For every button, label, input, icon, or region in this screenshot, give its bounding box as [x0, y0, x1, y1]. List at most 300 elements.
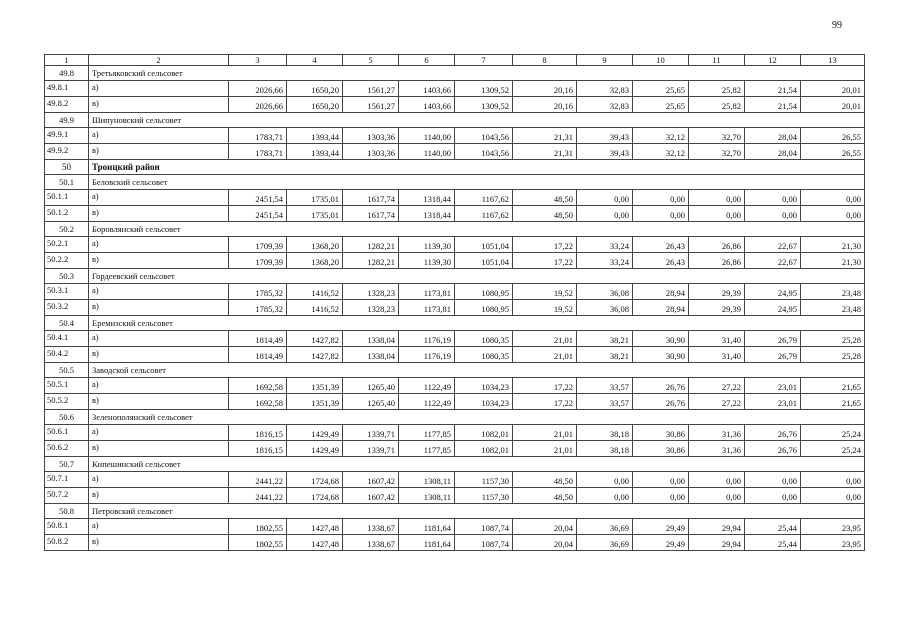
row-code: 50.1.1 [45, 190, 89, 206]
settlement-name: Боровлянский сельсовет [89, 222, 865, 237]
value-cell: 38,18 [577, 441, 633, 457]
value-cell: 21,01 [513, 331, 577, 347]
value-cell: 1177,85 [399, 441, 455, 457]
value-cell: 21,01 [513, 441, 577, 457]
value-cell: 1082,01 [455, 425, 513, 441]
value-cell: 1087,74 [455, 519, 513, 535]
value-cell: 30,86 [633, 425, 689, 441]
value-cell: 26,76 [745, 425, 801, 441]
column-header: 5 [343, 55, 399, 66]
value-cell: 1087,74 [455, 535, 513, 551]
row-code: 50.8.2 [45, 535, 89, 551]
table-body [45, 66, 865, 551]
table-row [45, 519, 865, 535]
row-code: 50.7.1 [45, 472, 89, 488]
value-cell: 30,86 [633, 441, 689, 457]
value-cell: 1416,52 [287, 284, 343, 300]
value-cell: 25,28 [801, 331, 865, 347]
group-code: 50.3 [45, 269, 89, 284]
settlement-name: Петровский сельсовет [89, 504, 865, 519]
value-cell: 1783,71 [229, 144, 287, 160]
value-cell: 23,48 [801, 300, 865, 316]
value-cell: 1785,32 [229, 284, 287, 300]
value-cell: 26,55 [801, 128, 865, 144]
value-cell: 22,67 [745, 237, 801, 253]
value-cell: 1735,01 [287, 206, 343, 222]
value-cell: 29,49 [633, 519, 689, 535]
group-row [45, 175, 865, 190]
value-cell: 1328,23 [343, 284, 399, 300]
value-cell: 1368,20 [287, 253, 343, 269]
value-cell: 1429,49 [287, 441, 343, 457]
row-label: в) [89, 253, 229, 269]
value-cell: 1051,04 [455, 253, 513, 269]
row-code: 50.6.2 [45, 441, 89, 457]
value-cell: 1080,35 [455, 331, 513, 347]
value-cell: 32,12 [633, 128, 689, 144]
row-code: 50.3.1 [45, 284, 89, 300]
column-header: 2 [89, 55, 229, 66]
value-cell: 1157,30 [455, 488, 513, 504]
value-cell: 0,00 [633, 190, 689, 206]
row-code: 50.5.1 [45, 378, 89, 394]
value-cell: 1735,01 [287, 190, 343, 206]
value-cell: 1724,68 [287, 488, 343, 504]
group-code: 49.8 [45, 66, 89, 81]
value-cell: 19,52 [513, 284, 577, 300]
column-header: 9 [577, 55, 633, 66]
value-cell: 1403,66 [399, 81, 455, 97]
settlement-name: Шипуновский сельсовет [89, 113, 865, 128]
column-header: 7 [455, 55, 513, 66]
row-code: 49.8.2 [45, 97, 89, 113]
value-cell: 24,95 [745, 284, 801, 300]
value-cell: 21,31 [513, 128, 577, 144]
district-row [45, 160, 865, 175]
settlement-name: Третьяковский сельсовет [89, 66, 865, 81]
value-cell: 21,30 [801, 237, 865, 253]
value-cell: 30,90 [633, 347, 689, 363]
value-cell: 33,24 [577, 237, 633, 253]
row-label: в) [89, 535, 229, 551]
value-cell: 1181,64 [399, 519, 455, 535]
value-cell: 39,43 [577, 144, 633, 160]
value-cell: 25,65 [633, 97, 689, 113]
row-label: а) [89, 425, 229, 441]
value-cell: 36,69 [577, 519, 633, 535]
settlement-name: Кипешинский сельсовет [89, 457, 865, 472]
value-cell: 25,24 [801, 441, 865, 457]
group-code: 50.7 [45, 457, 89, 472]
value-cell: 1082,01 [455, 441, 513, 457]
value-cell: 1338,67 [343, 519, 399, 535]
value-cell: 23,48 [801, 284, 865, 300]
column-header: 6 [399, 55, 455, 66]
value-cell: 32,83 [577, 97, 633, 113]
value-cell: 0,00 [801, 206, 865, 222]
value-cell: 1814,49 [229, 331, 287, 347]
value-cell: 1427,48 [287, 535, 343, 551]
value-cell: 1139,30 [399, 237, 455, 253]
table-row [45, 144, 865, 160]
value-cell: 0,00 [689, 488, 745, 504]
value-cell: 28,04 [745, 128, 801, 144]
row-code: 50.4.2 [45, 347, 89, 363]
value-cell: 28,04 [745, 144, 801, 160]
row-code: 50.2.2 [45, 253, 89, 269]
column-header: 10 [633, 55, 689, 66]
value-cell: 1265,40 [343, 394, 399, 410]
value-cell: 1351,39 [287, 394, 343, 410]
value-cell: 38,18 [577, 425, 633, 441]
value-cell: 1351,39 [287, 378, 343, 394]
value-cell: 1181,64 [399, 535, 455, 551]
table-row [45, 128, 865, 144]
table-row [45, 237, 865, 253]
value-cell: 0,00 [801, 190, 865, 206]
value-cell: 31,40 [689, 331, 745, 347]
value-cell: 24,95 [745, 300, 801, 316]
value-cell: 1173,81 [399, 300, 455, 316]
group-code: 50.4 [45, 316, 89, 331]
value-cell: 25,28 [801, 347, 865, 363]
row-label: в) [89, 97, 229, 113]
value-cell: 1282,21 [343, 237, 399, 253]
value-cell: 25,82 [689, 81, 745, 97]
value-cell: 0,00 [577, 206, 633, 222]
group-row [45, 113, 865, 128]
value-cell: 0,00 [633, 472, 689, 488]
value-cell: 0,00 [689, 190, 745, 206]
value-cell: 1167,62 [455, 190, 513, 206]
value-cell: 25,24 [801, 425, 865, 441]
value-cell: 48,50 [513, 206, 577, 222]
value-cell: 1303,36 [343, 144, 399, 160]
value-cell: 26,55 [801, 144, 865, 160]
value-cell: 1080,95 [455, 300, 513, 316]
value-cell: 1802,55 [229, 535, 287, 551]
group-row [45, 269, 865, 284]
value-cell: 2441,22 [229, 472, 287, 488]
value-cell: 1561,27 [343, 97, 399, 113]
value-cell: 21,65 [801, 378, 865, 394]
value-cell: 1177,85 [399, 425, 455, 441]
value-cell: 21,54 [745, 97, 801, 113]
value-cell: 1368,20 [287, 237, 343, 253]
value-cell: 1318,44 [399, 206, 455, 222]
group-row [45, 222, 865, 237]
value-cell: 27,22 [689, 394, 745, 410]
value-cell: 0,00 [689, 472, 745, 488]
value-cell: 1403,66 [399, 97, 455, 113]
value-cell: 1339,71 [343, 425, 399, 441]
value-cell: 19,52 [513, 300, 577, 316]
row-code: 49.8.1 [45, 81, 89, 97]
row-label: а) [89, 128, 229, 144]
value-cell: 0,00 [633, 206, 689, 222]
value-cell: 32,83 [577, 81, 633, 97]
value-cell: 1173,81 [399, 284, 455, 300]
table-row [45, 378, 865, 394]
value-cell: 1328,23 [343, 300, 399, 316]
table-row [45, 284, 865, 300]
value-cell: 1080,35 [455, 347, 513, 363]
value-cell: 1309,52 [455, 81, 513, 97]
value-cell: 2026,66 [229, 81, 287, 97]
table-row [45, 472, 865, 488]
value-cell: 33,57 [577, 378, 633, 394]
row-label: а) [89, 331, 229, 347]
value-cell: 1617,74 [343, 190, 399, 206]
group-code: 50.2 [45, 222, 89, 237]
column-header: 3 [229, 55, 287, 66]
settlement-name: Беловский сельсовет [89, 175, 865, 190]
value-cell: 1607,42 [343, 472, 399, 488]
value-cell: 1427,82 [287, 347, 343, 363]
row-label: а) [89, 284, 229, 300]
value-cell: 1139,30 [399, 253, 455, 269]
table-row [45, 97, 865, 113]
settlement-name: Еремизский сельсовет [89, 316, 865, 331]
value-cell: 1724,68 [287, 472, 343, 488]
value-cell: 48,50 [513, 190, 577, 206]
value-cell: 26,43 [633, 253, 689, 269]
table-row [45, 300, 865, 316]
value-cell: 20,04 [513, 535, 577, 551]
table-row [45, 441, 865, 457]
value-cell: 1561,27 [343, 81, 399, 97]
value-cell: 23,01 [745, 394, 801, 410]
value-cell: 38,21 [577, 331, 633, 347]
row-label: а) [89, 81, 229, 97]
value-cell: 2451,54 [229, 206, 287, 222]
value-cell: 1318,44 [399, 190, 455, 206]
value-cell: 32,70 [689, 144, 745, 160]
value-cell: 31,40 [689, 347, 745, 363]
value-cell: 1176,19 [399, 347, 455, 363]
value-cell: 1416,52 [287, 300, 343, 316]
value-cell: 26,79 [745, 331, 801, 347]
value-cell: 25,65 [633, 81, 689, 97]
value-cell: 1427,48 [287, 519, 343, 535]
value-cell: 27,22 [689, 378, 745, 394]
value-cell: 1802,55 [229, 519, 287, 535]
value-cell: 28,94 [633, 300, 689, 316]
value-cell: 31,36 [689, 425, 745, 441]
value-cell: 20,16 [513, 97, 577, 113]
row-label: в) [89, 441, 229, 457]
group-code: 50 [45, 160, 89, 175]
value-cell: 38,21 [577, 347, 633, 363]
column-header: 13 [801, 55, 865, 66]
row-code: 50.5.2 [45, 394, 89, 410]
value-cell: 1338,04 [343, 331, 399, 347]
value-cell: 1692,58 [229, 394, 287, 410]
column-header: 8 [513, 55, 577, 66]
value-cell: 25,44 [745, 519, 801, 535]
value-cell: 1783,71 [229, 128, 287, 144]
row-label: в) [89, 144, 229, 160]
value-cell: 1429,49 [287, 425, 343, 441]
value-cell: 39,43 [577, 128, 633, 144]
value-cell: 1140,00 [399, 144, 455, 160]
value-cell: 20,01 [801, 81, 865, 97]
group-row [45, 316, 865, 331]
value-cell: 1308,11 [399, 488, 455, 504]
value-cell: 1785,32 [229, 300, 287, 316]
value-cell: 1309,52 [455, 97, 513, 113]
table-row [45, 253, 865, 269]
value-cell: 30,90 [633, 331, 689, 347]
value-cell: 1650,20 [287, 97, 343, 113]
column-header: 11 [689, 55, 745, 66]
value-cell: 2441,22 [229, 488, 287, 504]
value-cell: 2451,54 [229, 190, 287, 206]
value-cell: 26,76 [633, 378, 689, 394]
value-cell: 1303,36 [343, 128, 399, 144]
value-cell: 1265,40 [343, 378, 399, 394]
value-cell: 1043,56 [455, 128, 513, 144]
value-cell: 26,76 [633, 394, 689, 410]
row-code: 49.9.1 [45, 128, 89, 144]
page-number: 99 [832, 20, 842, 31]
value-cell: 22,67 [745, 253, 801, 269]
value-cell: 1339,71 [343, 441, 399, 457]
value-cell: 33,24 [577, 253, 633, 269]
value-cell: 36,08 [577, 300, 633, 316]
value-cell: 29,49 [633, 535, 689, 551]
value-cell: 1709,39 [229, 253, 287, 269]
value-cell: 1607,42 [343, 488, 399, 504]
value-cell: 0,00 [801, 472, 865, 488]
value-cell: 1393,44 [287, 128, 343, 144]
value-cell: 21,31 [513, 144, 577, 160]
row-code: 50.6.1 [45, 425, 89, 441]
table-header [45, 55, 865, 66]
value-cell: 1338,67 [343, 535, 399, 551]
value-cell: 21,01 [513, 425, 577, 441]
row-label: а) [89, 378, 229, 394]
value-cell: 23,95 [801, 535, 865, 551]
value-cell: 21,65 [801, 394, 865, 410]
table-row [45, 190, 865, 206]
value-cell: 0,00 [689, 206, 745, 222]
value-cell: 26,43 [633, 237, 689, 253]
row-label: а) [89, 237, 229, 253]
row-label: в) [89, 347, 229, 363]
row-label: в) [89, 394, 229, 410]
column-header: 12 [745, 55, 801, 66]
value-cell: 23,01 [745, 378, 801, 394]
column-header: 1 [45, 55, 89, 66]
row-label: а) [89, 190, 229, 206]
row-label: а) [89, 472, 229, 488]
value-cell: 17,22 [513, 253, 577, 269]
district-name: Троицкий район [89, 160, 865, 175]
group-row [45, 504, 865, 519]
value-cell: 26,86 [689, 253, 745, 269]
value-cell: 1122,49 [399, 394, 455, 410]
row-code: 49.9.2 [45, 144, 89, 160]
group-row [45, 410, 865, 425]
row-label: в) [89, 206, 229, 222]
table-row [45, 81, 865, 97]
table-row [45, 394, 865, 410]
row-label: а) [89, 519, 229, 535]
value-cell: 0,00 [745, 190, 801, 206]
value-cell: 23,95 [801, 519, 865, 535]
value-cell: 28,94 [633, 284, 689, 300]
row-code: 50.1.2 [45, 206, 89, 222]
value-cell: 29,94 [689, 535, 745, 551]
value-cell: 36,08 [577, 284, 633, 300]
value-cell: 20,04 [513, 519, 577, 535]
value-cell: 1176,19 [399, 331, 455, 347]
value-cell: 0,00 [745, 488, 801, 504]
value-cell: 1043,56 [455, 144, 513, 160]
value-cell: 21,30 [801, 253, 865, 269]
value-cell: 1034,23 [455, 394, 513, 410]
value-cell: 17,22 [513, 394, 577, 410]
value-cell: 0,00 [745, 206, 801, 222]
value-cell: 17,22 [513, 237, 577, 253]
value-cell: 48,50 [513, 488, 577, 504]
value-cell: 1051,04 [455, 237, 513, 253]
value-cell: 1282,21 [343, 253, 399, 269]
value-cell: 26,86 [689, 237, 745, 253]
table-row [45, 535, 865, 551]
value-cell: 1709,39 [229, 237, 287, 253]
value-cell: 17,22 [513, 378, 577, 394]
value-cell: 1140,00 [399, 128, 455, 144]
group-row [45, 363, 865, 378]
group-row [45, 66, 865, 81]
value-cell: 1692,58 [229, 378, 287, 394]
value-cell: 0,00 [577, 472, 633, 488]
value-cell: 0,00 [577, 190, 633, 206]
value-cell: 2026,66 [229, 97, 287, 113]
value-cell: 1816,15 [229, 441, 287, 457]
row-label: в) [89, 300, 229, 316]
group-code: 50.6 [45, 410, 89, 425]
row-code: 50.4.1 [45, 331, 89, 347]
value-cell: 0,00 [801, 488, 865, 504]
value-cell: 21,54 [745, 81, 801, 97]
value-cell: 1157,30 [455, 472, 513, 488]
value-cell: 26,79 [745, 347, 801, 363]
value-cell: 32,12 [633, 144, 689, 160]
group-code: 49.9 [45, 113, 89, 128]
value-cell: 29,94 [689, 519, 745, 535]
value-cell: 1308,11 [399, 472, 455, 488]
group-row [45, 457, 865, 472]
value-cell: 25,44 [745, 535, 801, 551]
settlement-name: Гордеевский сельсовет [89, 269, 865, 284]
value-cell: 1814,49 [229, 347, 287, 363]
value-cell: 1338,04 [343, 347, 399, 363]
value-cell: 20,01 [801, 97, 865, 113]
value-cell: 1816,15 [229, 425, 287, 441]
settlement-name: Зеленополянский сельсовет [89, 410, 865, 425]
value-cell: 0,00 [577, 488, 633, 504]
value-cell: 1167,62 [455, 206, 513, 222]
table-row [45, 347, 865, 363]
value-cell: 48,50 [513, 472, 577, 488]
table-row [45, 331, 865, 347]
column-header: 4 [287, 55, 343, 66]
row-code: 50.8.1 [45, 519, 89, 535]
value-cell: 32,70 [689, 128, 745, 144]
